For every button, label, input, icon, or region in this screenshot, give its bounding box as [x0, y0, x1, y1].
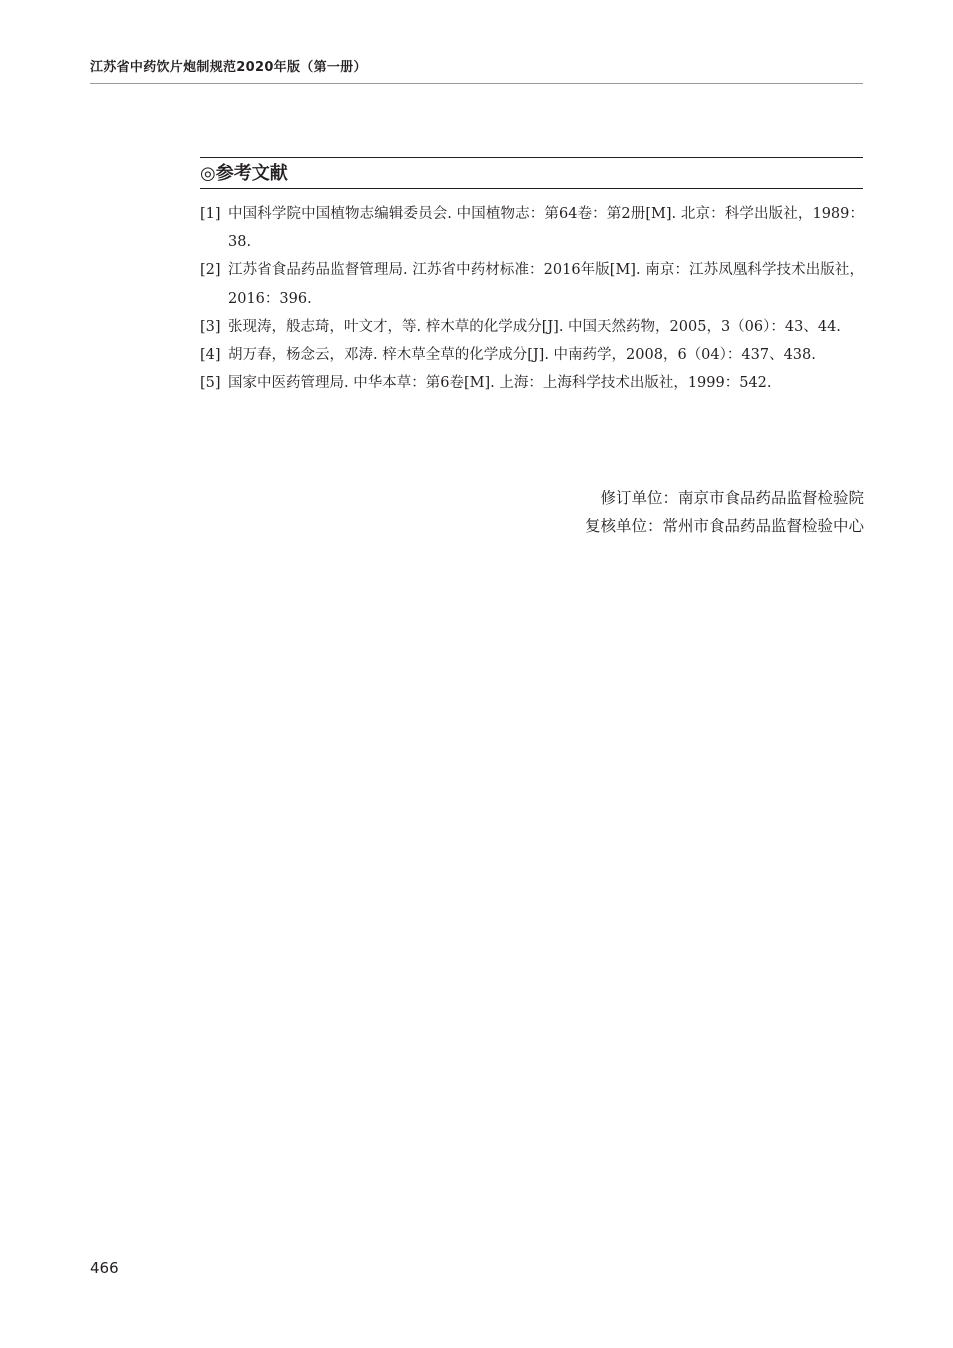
reference-number: [3]: [200, 318, 221, 335]
reference-text: 中国科学院中国植物志编辑委员会. 中国植物志：第64卷：第2册[M]. 北京：科学出版社，1989：38.: [228, 206, 864, 251]
reference-text: 胡万春，杨念云，邓涛. 梓木草全草的化学成分[J]. 中南药学，2008，6（04）：437、438.: [228, 347, 816, 364]
reference-number: [2]: [200, 262, 221, 279]
reference-item: [200, 313, 864, 341]
reference-item: [200, 369, 864, 397]
header-divider: [90, 83, 863, 84]
reviewing-unit: 复核单位：常州市食品药品监督检验中心: [584, 517, 864, 535]
revising-unit: 修订单位：南京市食品药品监督检验院: [600, 489, 864, 507]
reference-item: [200, 341, 864, 369]
signoff-block: [585, 484, 864, 540]
reference-item: [200, 256, 864, 312]
section-title: ◎参考文献: [200, 163, 288, 184]
running-header: 江苏省中药饮片炮制规范2020年版（第一册）: [90, 60, 367, 75]
reference-list: [200, 200, 864, 397]
section-bottom-rule: [200, 188, 863, 189]
reference-text: 张现涛，般志琦，叶文才，等. 梓木草的化学成分[J]. 中国天然药物，2005，3（06）：43、44.: [228, 318, 841, 335]
reference-text: 国家中医药管理局. 中华本草：第6卷[M]. 上海：上海科学技术出版社，1999：542.: [228, 375, 772, 392]
section-top-rule: [200, 157, 863, 158]
reference-number: [5]: [200, 375, 221, 392]
reference-number: [1]: [200, 206, 221, 222]
reference-text: 江苏省食品药品监督管理局. 江苏省中药材标准：2016年版[M]. 南京：江苏凤凰科学技术出版社，2016：396.: [228, 262, 864, 307]
reference-item: [200, 200, 864, 256]
page-number: 466: [90, 1259, 119, 1277]
reference-number: [4]: [200, 347, 221, 364]
